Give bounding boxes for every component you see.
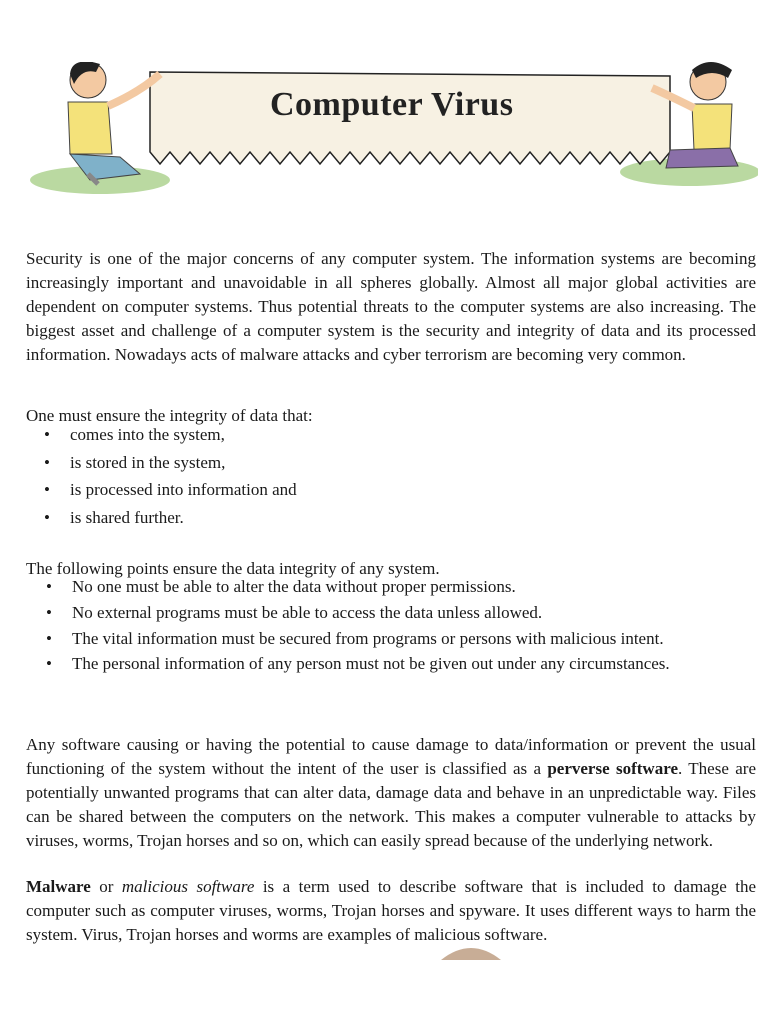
term-perverse-software: perverse software — [547, 759, 678, 778]
list-item: • No one must be able to alter the data without proper permissions. — [46, 574, 746, 600]
bullet-icon: • — [46, 577, 52, 596]
bullet-icon: • — [46, 654, 52, 673]
list-item: • The personal information of any person must not be given out under any circumstances. — [46, 652, 746, 700]
perverse-software-paragraph: Any software causing or having the potential to cause damage to data/information or prevent the usual functioning of the system without the intent of the user is classified as a perverse software. These are potentially unwanted programs that can alter data, damage data and behave in an unpredictable way. Files can be shared between the computers on the network. This makes a computer vulnerable to attacks by viruses, worms, Trojan horses and so on, which can easily spread because of the underlying network. — [26, 735, 756, 850]
bullet-icon: • — [46, 629, 52, 648]
bullet-icon: • — [46, 603, 52, 622]
term-malware: Malware — [26, 877, 91, 896]
list-item: • is processed into information and — [44, 476, 744, 504]
list-item: • comes into the system, — [44, 421, 744, 449]
header-banner — [30, 62, 758, 212]
decorative-illustration-fragment — [436, 940, 506, 960]
list-item: • The vital information must be secured from programs or persons with malicious intent. — [46, 626, 746, 652]
malware-paragraph: Malware or malicious software is a term used to describe software that is included to damage the computer such as computer viruses, worms, Trojan horses and spyware. It uses different ways to harm the system. Virus, Trojan horses and worms are examples of malicious software. — [26, 877, 756, 944]
list-item: • No external programs must be able to access the data unless allowed. — [46, 600, 746, 626]
points-list — [46, 574, 746, 700]
integrity-list — [44, 421, 744, 531]
page-title: Computer Virus — [270, 86, 514, 123]
term-malicious-software: malicious software — [121, 877, 255, 896]
list-item: • is shared further. — [44, 504, 744, 532]
intro-paragraph: Security is one of the major concerns of any computer system. The information systems are becoming increasingly important and unavoidable in all spheres globally. Almost all major global activities are dependent on computer systems. Thus potential threats to the computer systems are also increasing. The biggest asset and challenge of a computer system is the security and integrity of data and its processed information. Nowadays acts of malware attacks and cyber terrorism are becoming very common. — [26, 249, 756, 364]
banner-illustration — [30, 62, 758, 212]
points-lead: The following points ensure the data integrity of any system. — [26, 559, 440, 578]
bullet-icon: • — [44, 452, 50, 472]
bullet-icon: • — [44, 480, 50, 499]
bullet-icon: • — [44, 507, 50, 527]
list-item: • is stored in the system, — [44, 449, 744, 477]
integrity-lead: One must ensure the integrity of data that: — [26, 406, 313, 425]
bullet-icon: • — [44, 425, 50, 444]
